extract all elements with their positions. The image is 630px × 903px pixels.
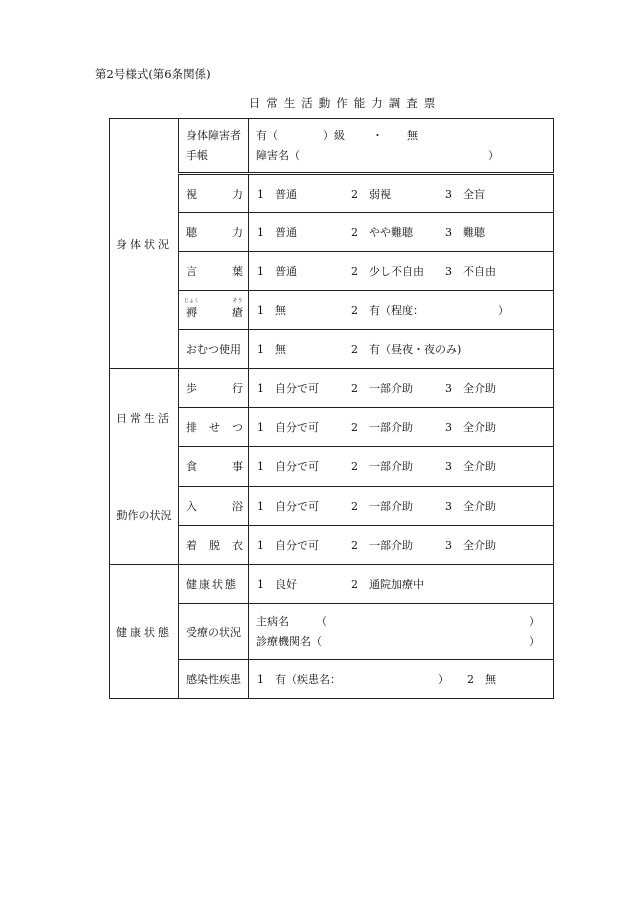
meal-option-3[interactable]: 3 全介助 xyxy=(445,460,496,474)
label-speech-c2: 葉 xyxy=(232,265,243,278)
vision-option-3[interactable]: 3 全盲 xyxy=(445,187,485,201)
label-bathing-c2: 浴 xyxy=(232,499,243,513)
health-option-2[interactable]: 2 通院加療中 xyxy=(351,578,424,591)
section-daily-living-line1: 日常生活 xyxy=(116,411,172,425)
options-infection[interactable] xyxy=(249,660,554,699)
speech-option-1[interactable]: 1 普通 xyxy=(257,265,297,278)
bedsore-close-paren: ） xyxy=(498,304,509,317)
hearing-option-1[interactable]: 1 普通 xyxy=(257,226,297,239)
row-health-state xyxy=(110,565,554,604)
label-speech-c1: 言 xyxy=(186,265,197,278)
survey-table xyxy=(109,118,554,699)
label-meal-c2: 事 xyxy=(232,460,243,474)
handbook-have: 有（ xyxy=(256,128,278,142)
hearing-option-3[interactable]: 3 難聴 xyxy=(445,226,485,239)
field-treatment[interactable] xyxy=(249,604,554,660)
clinic-name-label: 診療機関名（ xyxy=(256,634,322,648)
handbook-close-paren: ） xyxy=(488,148,499,162)
form-title: 日常生活動作能力調査票 xyxy=(248,96,442,110)
dressing-option-2[interactable]: 2 一部介助 xyxy=(351,538,413,552)
dressing-option-1[interactable]: 1 自分で可 xyxy=(257,538,319,552)
label-treatment: 受療の状況 xyxy=(179,604,249,660)
walking-option-1[interactable]: 1 自分で可 xyxy=(257,382,319,396)
field-disability-handbook[interactable] xyxy=(249,119,554,174)
row-walking xyxy=(110,369,554,408)
dressing-option-3[interactable]: 3 全介助 xyxy=(445,538,496,552)
ruby-sou: そう xyxy=(232,298,243,304)
options-speech[interactable] xyxy=(249,252,554,291)
main-disease-label: 主病名 xyxy=(256,614,289,628)
label-diaper: おむつ使用 xyxy=(179,330,249,369)
label-dressing xyxy=(179,525,249,564)
options-hearing[interactable] xyxy=(249,213,554,252)
label-excretion-c3: つ xyxy=(232,421,243,435)
vision-option-2[interactable]: 2 弱視 xyxy=(351,187,391,201)
label-health-state: 健康状態 xyxy=(179,565,249,604)
label-meal xyxy=(179,447,249,486)
label-bedsore-c1-text: 褥 xyxy=(186,306,197,319)
walking-option-2[interactable]: 2 一部介助 xyxy=(351,382,413,396)
label-walking-c1: 歩 xyxy=(186,382,197,396)
label-vision-c1: 視 xyxy=(186,187,197,201)
label-infection: 感染性疾患 xyxy=(179,660,249,699)
label-vision-c2: 力 xyxy=(232,187,243,201)
section-health: 健康状態 xyxy=(110,565,179,699)
main-disease-open: （ xyxy=(316,614,327,628)
speech-option-3[interactable]: 3 不自由 xyxy=(445,265,496,278)
infection-option-2[interactable]: 2 無 xyxy=(467,673,496,686)
diaper-option-2[interactable]: 2 有（昼夜・夜のみ) xyxy=(351,343,462,356)
options-dressing[interactable] xyxy=(249,525,554,564)
section-body-condition: 身体状況 xyxy=(110,119,179,369)
options-vision[interactable] xyxy=(249,174,554,213)
label-bedsore-c1 xyxy=(183,298,200,320)
label-dressing-c3: 衣 xyxy=(232,538,243,552)
meal-option-1[interactable]: 1 自分で可 xyxy=(257,460,319,474)
bedsore-option-1[interactable]: 1 無 xyxy=(257,304,286,317)
handbook-none: 無 xyxy=(407,128,418,142)
label-dressing-c1: 着 xyxy=(186,538,197,552)
label-hearing xyxy=(179,213,249,252)
label-disability-handbook xyxy=(179,119,249,174)
hearing-option-2[interactable]: 2 やや難聴 xyxy=(351,226,413,239)
label-dressing-c2: 脱 xyxy=(209,538,220,552)
label-bathing-c1: 入 xyxy=(186,499,197,513)
label-handbook-line1: 身体障害者 xyxy=(186,128,241,142)
label-vision xyxy=(179,174,249,213)
bathing-option-2[interactable]: 2 一部介助 xyxy=(351,499,413,513)
bedsore-option-2[interactable]: 2 有（程度： xyxy=(351,304,424,317)
excretion-option-1[interactable]: 1 自分で可 xyxy=(257,421,319,435)
infection-close-paren: ） xyxy=(438,673,449,686)
label-bathing xyxy=(179,486,249,525)
infection-option-1[interactable]: 1 有（疾患名： xyxy=(257,673,341,686)
clinic-name-close: ） xyxy=(529,634,540,648)
section-daily-living xyxy=(110,369,179,565)
handbook-disability-name: 障害名（ xyxy=(256,148,300,162)
row-disability-handbook xyxy=(110,119,554,174)
options-meal[interactable] xyxy=(249,447,554,486)
ruby-joku: じょく xyxy=(183,298,200,304)
options-bathing[interactable] xyxy=(249,486,554,525)
diaper-option-1[interactable]: 1 無 xyxy=(257,343,286,356)
excretion-option-3[interactable]: 3 全介助 xyxy=(445,421,496,435)
meal-option-2[interactable]: 2 一部介助 xyxy=(351,460,413,474)
label-excretion-c2: せ xyxy=(209,421,220,435)
vision-option-1[interactable]: 1 普通 xyxy=(257,187,297,201)
handbook-dot: ・ xyxy=(372,128,383,142)
options-excretion[interactable] xyxy=(249,408,554,447)
label-bedsore-c2-text: 瘡 xyxy=(232,306,243,319)
label-hearing-c2: 力 xyxy=(232,226,243,239)
label-walking xyxy=(179,369,249,408)
section-daily-living-line2: 動作の状況 xyxy=(116,509,172,523)
options-bedsore[interactable] xyxy=(249,291,554,330)
walking-option-3[interactable]: 3 全介助 xyxy=(445,382,496,396)
speech-option-2[interactable]: 2 少し不自由 xyxy=(351,265,424,278)
options-walking[interactable] xyxy=(249,369,554,408)
bathing-option-1[interactable]: 1 自分で可 xyxy=(257,499,319,513)
label-excretion xyxy=(179,408,249,447)
label-bedsore-c2 xyxy=(232,298,243,320)
bathing-option-3[interactable]: 3 全介助 xyxy=(445,499,496,513)
handbook-grade: ）級 xyxy=(323,128,345,142)
options-diaper[interactable] xyxy=(249,330,554,369)
label-meal-c1: 食 xyxy=(186,460,197,474)
main-disease-close: ） xyxy=(529,614,540,628)
form-number: 第2号様式(第6条関係) xyxy=(95,67,211,81)
label-excretion-c1: 排 xyxy=(186,421,197,435)
label-walking-c2: 行 xyxy=(232,382,243,396)
label-speech xyxy=(179,252,249,291)
label-hearing-c1: 聴 xyxy=(186,226,197,239)
label-handbook-line2: 手帳 xyxy=(186,148,208,162)
options-health-state[interactable] xyxy=(249,565,554,604)
label-bedsore xyxy=(179,291,249,330)
excretion-option-2[interactable]: 2 一部介助 xyxy=(351,421,413,435)
health-option-1[interactable]: 1 良好 xyxy=(257,578,297,591)
